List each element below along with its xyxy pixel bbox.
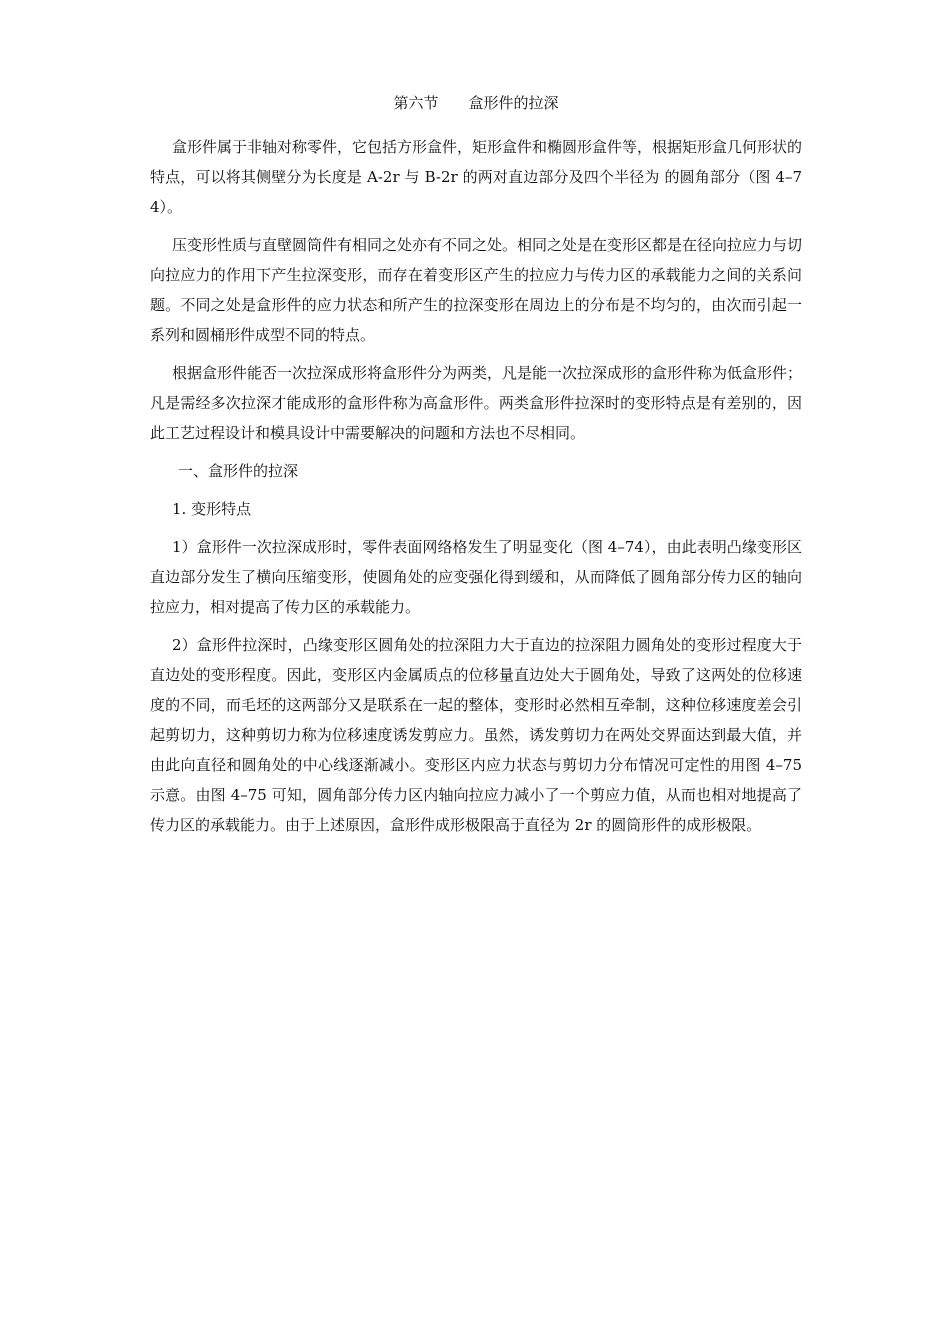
subsection-heading: 1. 变形特点 xyxy=(172,500,252,518)
point-1: 1）盒形件一次拉深成形时，零件表面网络格发生了明显变化（图 4–74），由此表明凸缘变形区直边部分发生了横向压缩变形，使圆角处的应变强化得到缓和，从而降低了圆角部分传力区的轴向拉应力，相对提高了传力区的承载能力。 xyxy=(150,538,802,616)
paragraph-comparison: 压变形性质与直壁圆筒件有相同之处亦有不同之处。相同之处是在变形区都是在径向拉应力与切向拉应力的作用下产生拉深变形，而存在着变形区产生的拉应力与传力区的承载能力之间的关系问题。不同之处是盒形件的应力状态和所产生的拉深变形在周边上的分布是不均匀的，由次而引起一系列和圆桶形件成型不同的特点。 xyxy=(150,236,803,344)
paragraph-classification: 根据盒形件能否一次拉深成形将盒形件分为两类，凡是能一次拉深成形的盒形件称为低盒形件；凡是需经多次拉深才能成形的盒形件称为高盒形件。两类盒形件拉深时的变形特点是有差别的，因此工艺过程设计和模具设计中需要解决的问题和方法也不尽相同。 xyxy=(150,364,803,442)
section-heading: 一、盒形件的拉深 xyxy=(178,462,299,480)
paragraph-box-definition: 盒形件属于非轴对称零件，它包括方形盒件，矩形盒件和椭圆形盒件等，根据矩形盒几何形状的特点，可以将其侧壁分为长度是 A-2r 与 B-2r 的两对直边部分及四个半径为 的圆角部分（图 4–74）。 xyxy=(150,138,803,216)
document-body xyxy=(150,88,802,848)
point-2: 2）盒形件拉深时，凸缘变形区圆角处的拉深阻力大于直边的拉深阻力圆角处的变形过程度大于直边处的变形程度。因此，变形区内金属质点的位移量直边处大于圆角处，导致了这两处的位移速度的不同，而毛坯的这两部分又是联系在一起的整体，变形时必然相互牵制，这种位移速度差会引起剪切力，这种剪切力称为位移速度诱发剪应力。虽然，诱发剪切力在两处交界面达到最大值，并由此向直径和圆角处的中心线逐渐减小。变形区内应力状态与剪切力分布情况可定性的用图 4–75 示意。由图 4–75 可知，圆角部分传力区内轴向拉应力减小了一个剪应力值，从而也相对地提高了传力区的承载能力。由于上述原因，盒形件成形极限高于直径为 2r 的圆筒形件的成形极限。 xyxy=(150,636,802,834)
section-title: 第六节 盒形件的拉深 xyxy=(393,94,559,112)
